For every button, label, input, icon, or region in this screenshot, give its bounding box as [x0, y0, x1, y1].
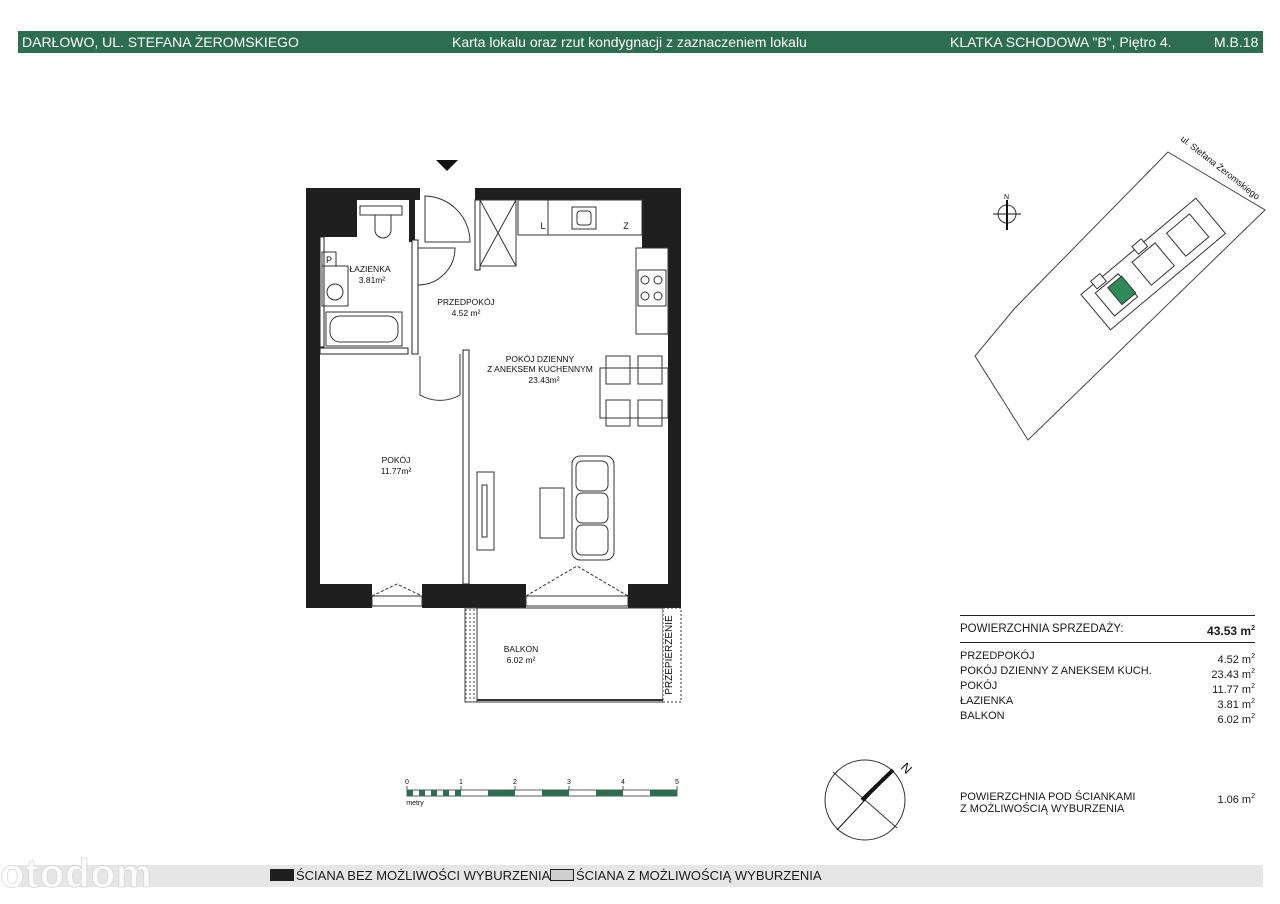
przedpokoj-name: PRZEDPOKÓJ — [437, 297, 495, 307]
summary-row: ŁAZIENKA 3.81 $m^2$ — [960, 695, 1255, 711]
balkon-name: BALKON — [503, 644, 539, 654]
total-area-value: 43.53 $m^2$ — [1207, 624, 1255, 638]
header-description: Karta lokalu oraz rzut kondygnacji z zaznaczeniem lokalu — [452, 34, 807, 50]
compass-icon — [825, 760, 905, 840]
header-location: DARŁOWO, UL. STEFANA ŻEROMSKIEGO — [22, 34, 299, 50]
summary-row: POKÓJ 11.77 $m^2$ — [960, 680, 1255, 696]
site-north-label: N — [1004, 194, 1010, 201]
scale-tick-2: 2 — [513, 779, 517, 786]
site-street-label: ul. Stefana Żeromskiego — [1178, 133, 1262, 202]
scale-tick-3: 3 — [567, 779, 571, 786]
fixture-z-label: Z — [623, 221, 629, 231]
summary-row: POKÓJ DZIENNY Z ANEKSEM KUCH. 23.43 $m^2$ — [960, 665, 1255, 681]
area-summary — [960, 615, 1255, 724]
dining-table — [600, 356, 668, 426]
dzienny-area: 23.43m² — [528, 375, 560, 385]
balkon-area: 6.02 m² — [506, 655, 536, 665]
scale-bar — [407, 786, 677, 796]
lazienka-area: 3.81m² — [358, 275, 386, 285]
living-furniture — [477, 456, 614, 560]
pokoj-area: 11.77m² — [380, 466, 412, 476]
pokoj-name: POKÓJ — [381, 455, 411, 465]
walls-label-2: Z MOŻLIWOŚCIĄ WYBURZENIA — [960, 803, 1125, 815]
site-plan — [975, 152, 1265, 440]
dzienny-name-1: POKÓJ DZIENNY — [505, 354, 575, 364]
removable-wall-swatch — [550, 869, 574, 881]
legend-bar — [18, 865, 1263, 887]
fixture-p-label: P — [325, 255, 333, 265]
scale-unit: metry — [406, 800, 424, 807]
header-stair: KLATKA SCHODOWA "B", Piętro 4. — [950, 34, 1172, 50]
summary-row: BALKON 6.02 $m^2$ — [960, 710, 1255, 726]
lazienka-name: ŁAZIENKA — [349, 264, 391, 274]
dzienny-name-2: Z ANEKSEM KUCHENNYM — [487, 364, 593, 374]
legend-solid-wall: ŚCIANA BEZ MOŻLIWOŚCI WYBURZENIA — [270, 865, 550, 887]
compass-north-label: N — [897, 759, 916, 777]
partition-label: PRZEPIERZENIE — [664, 615, 675, 695]
removable-walls-area — [960, 791, 1255, 815]
kitchen-fixtures — [480, 200, 668, 334]
scale-tick-4: 4 — [621, 779, 625, 786]
przedpokoj-area: 4.52 m² — [451, 308, 481, 318]
fixture-l-label: L — [540, 221, 546, 231]
total-area-label: POWIERZCHNIA SPRZEDAŻY: — [960, 623, 1124, 635]
header-unit: M.B.18 — [1214, 34, 1259, 50]
entrance-arrow-icon — [436, 160, 458, 171]
walls-value: 1.06 $m^2$ — [1217, 793, 1255, 806]
watermark-logo: otodom — [0, 852, 153, 896]
scale-tick-0: 0 — [405, 779, 409, 786]
partition-walls — [320, 200, 480, 584]
balcony — [465, 608, 681, 702]
total-area-row — [960, 615, 1255, 643]
legend-removable-wall: ŚCIANA Z MOŻLIWOŚCIĄ WYBURZENIA — [550, 865, 822, 887]
walls-label-1: POWIERZCHNIA POD ŚCIANKAMI — [960, 791, 1136, 803]
scale-tick-5: 5 — [675, 779, 679, 786]
scale-tick-1: 1 — [459, 779, 463, 786]
solid-wall-swatch — [270, 869, 294, 881]
summary-row: PRZEDPOKÓJ 4.52 $m^2$ — [960, 650, 1255, 666]
